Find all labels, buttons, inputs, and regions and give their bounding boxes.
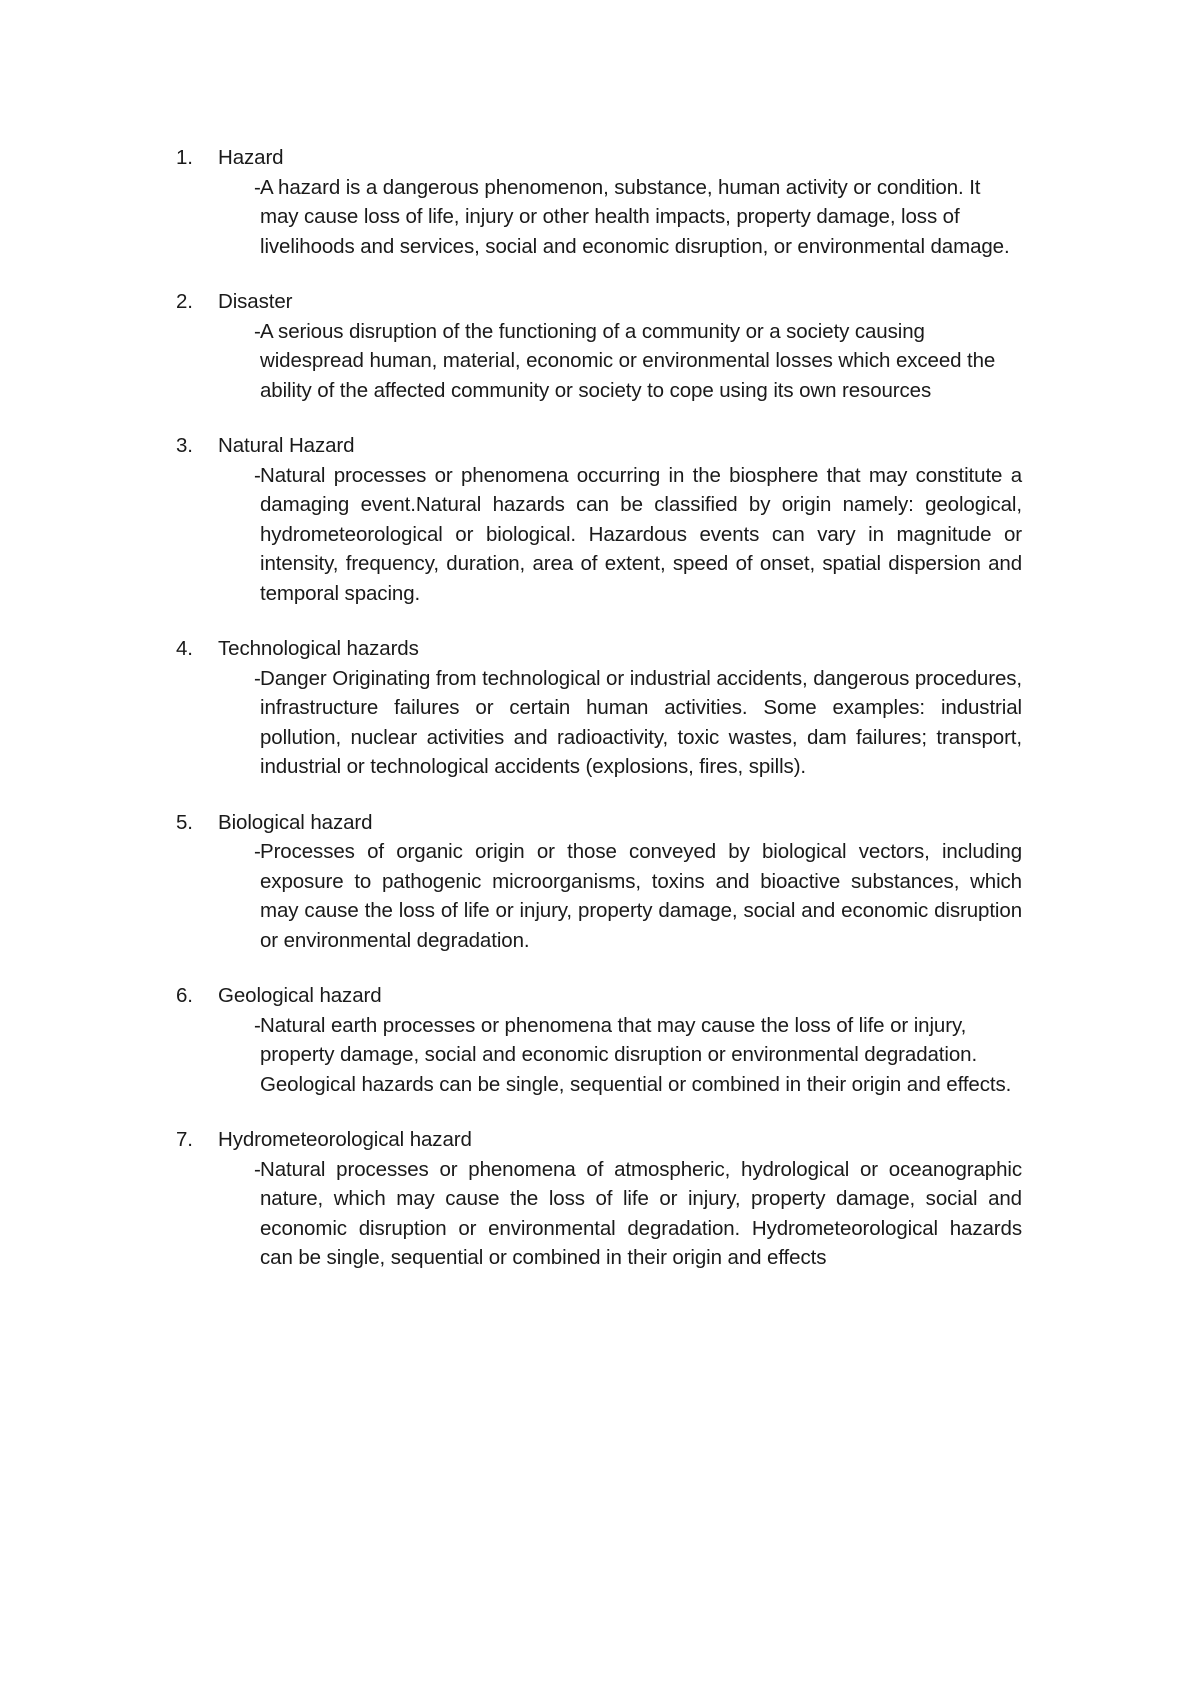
list-item-body <box>176 173 1056 262</box>
definitions-list <box>176 143 1056 1299</box>
list-item-heading <box>176 287 1056 317</box>
list-item-body <box>176 317 1056 406</box>
list-item-natural-hazard <box>176 431 1056 608</box>
list-item-body <box>176 1011 1056 1100</box>
list-item-heading <box>176 808 1056 838</box>
list-item-title: Technological hazards <box>218 637 419 660</box>
list-item-body <box>176 461 1056 609</box>
list-item-description: Natural earth processes or phenomena that may cause the loss of life or injury, property damage, social and economic disruption or environmental degradation. Geological hazards can be single, sequential or combined in their origin and effects. <box>260 1013 1012 1096</box>
list-item-title: Hydrometeorological hazard <box>218 1128 472 1151</box>
list-item-description: Natural processes or phenomena of atmospheric, hydrological or oceanographic nature, which may cause the loss of life or injury, property damage, social and economic disruption or environmental degradation. Hydrometeorological hazards can be single, sequential or combined in their origin and effects <box>260 1157 1022 1269</box>
list-item-body <box>176 1155 1056 1273</box>
list-item-heading <box>176 1125 1056 1155</box>
list-item-description: A hazard is a dangerous phenomenon, substance, human activity or condition. It may cause loss of life, injury or other health impacts, property damage, loss of livelihoods and services, social and economic disruption, or environmental damage. <box>260 175 1010 258</box>
dash-bullet: - <box>254 666 261 690</box>
list-item-heading <box>176 981 1056 1011</box>
list-item-heading <box>176 431 1056 461</box>
list-item-disaster <box>176 287 1056 405</box>
dash-bullet: - <box>254 175 261 199</box>
list-item-title: Geological hazard <box>218 984 382 1007</box>
dash-bullet: - <box>254 1157 261 1181</box>
list-item-body <box>176 664 1056 782</box>
list-item-number: 1. <box>176 146 193 169</box>
list-item-hazard <box>176 143 1056 261</box>
list-item-title: Hazard <box>218 146 284 169</box>
list-item-body <box>176 837 1056 955</box>
list-item-hydrometeorological-hazard <box>176 1125 1056 1273</box>
list-item-title: Biological hazard <box>218 810 373 834</box>
list-item-description: Processes of organic origin or those conveyed by biological vectors, including exposure to pathogenic microorganisms, toxins and bioactive substances, which may cause the loss of life or injury, property damage, social and economic disruption or environmental degradation. <box>260 840 1022 952</box>
list-item-title: Natural Hazard <box>218 434 355 457</box>
dash-bullet: - <box>254 1013 261 1037</box>
list-item-description: A serious disruption of the functioning of a community or a society causing widespread human, material, economic or environmental losses which exceed the ability of the affected community or society to cope using its own resources <box>260 319 996 402</box>
dash-bullet: - <box>254 840 261 863</box>
list-item-description: Natural processes or phenomena occurring in the biosphere that may constitute a damaging event.Natural hazards can be classified by origin namely: geological, hydrometeorological or biological. Hazardous events can vary in magnitude or intensity, frequency, duration, area of extent, speed of onset, spatial dispersion and temporal spacing. <box>260 463 1022 605</box>
list-item-geological-hazard <box>176 981 1056 1099</box>
list-item-number: 7. <box>176 1128 193 1151</box>
list-item-heading <box>176 634 1056 664</box>
list-item-number: 2. <box>176 290 193 313</box>
list-item-number: 5. <box>176 810 193 834</box>
list-item-number: 4. <box>176 637 193 660</box>
dash-bullet: - <box>254 463 261 487</box>
list-item-number: 3. <box>176 434 193 457</box>
dash-bullet: - <box>254 319 261 343</box>
list-item-title: Disaster <box>218 290 293 313</box>
list-item-biological-hazard <box>176 808 1056 956</box>
list-item-description: Danger Originating from technological or industrial accidents, dangerous procedures, infrastructure failures or certain human activities. Some examples: industrial pollution, nuclear activities and radioactivity, toxic wastes, dam failures; transport, industrial or technological accidents (explosions, fires, spills). <box>260 666 1022 778</box>
list-item-technological-hazards <box>176 634 1056 782</box>
list-item-heading <box>176 143 1056 173</box>
list-item-number: 6. <box>176 984 193 1007</box>
